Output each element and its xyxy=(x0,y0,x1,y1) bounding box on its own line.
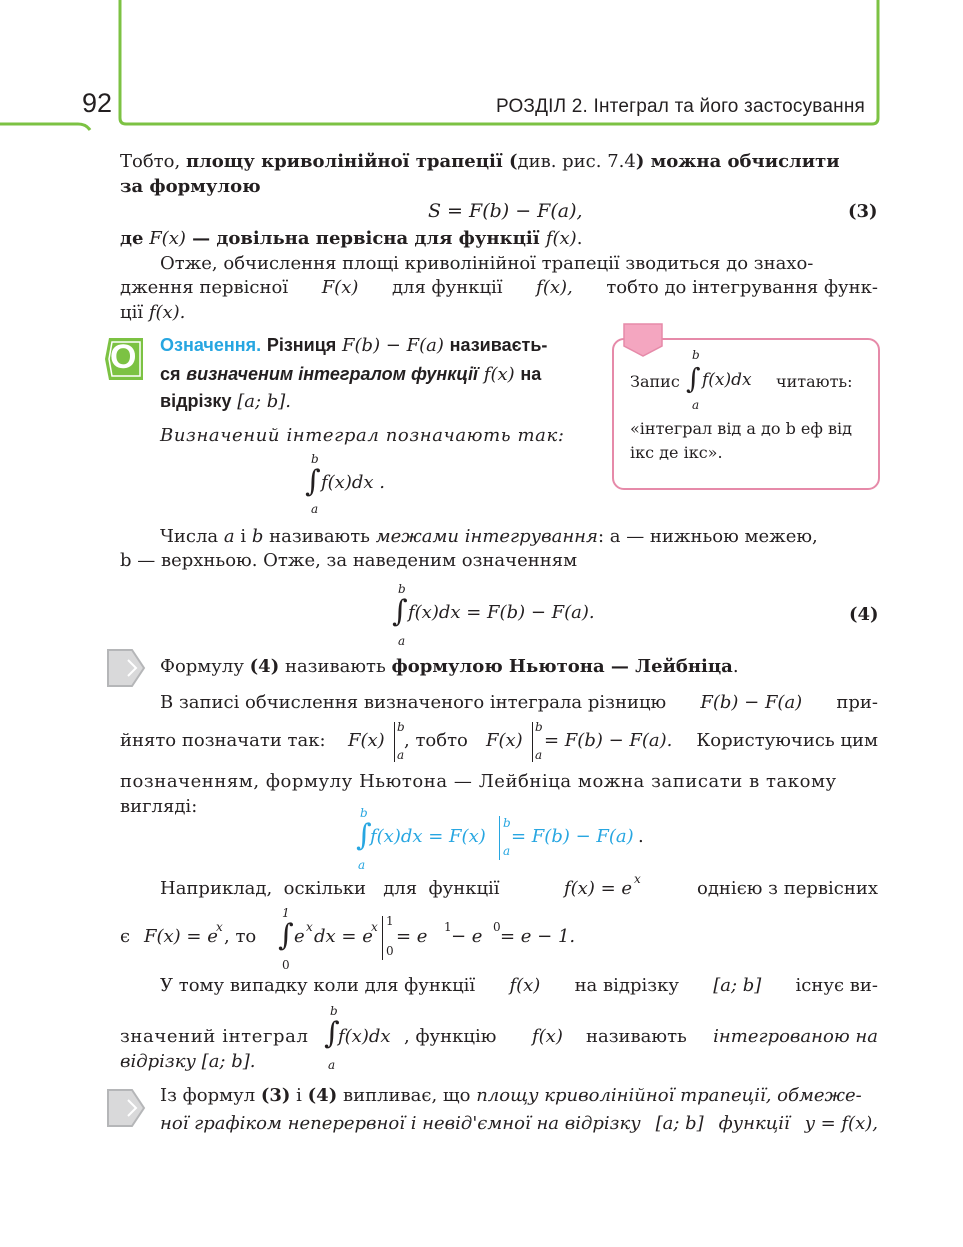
definition-line2: ся визначеним інтегралом функції f(x) на xyxy=(160,364,542,385)
marker2-line1: Із формул (3) і (4) випливає, що площу криволінійної трапеції, обмеже- xyxy=(160,1085,862,1106)
para5-line1: В записі обчислення визначеного інтеграла різницю F(b) − F(a) при- xyxy=(160,692,878,713)
para3-line2: дження первісної F(x) для функції f(x), тобто до інтегрування функ- xyxy=(120,277,878,298)
chapter-title: РОЗДІЛ 2. Інтеграл та його застосування xyxy=(495,96,865,117)
para1-line1: Тобто, площу криволінійної трапеції (див. рис. 7.4) можна обчислити xyxy=(120,151,840,172)
marker1-line: Формулу (4) називають формулою Ньютона — Лейбніца. xyxy=(160,656,739,677)
formula-4-number: (4) xyxy=(849,604,879,625)
sidenote-line2: «інтеграл від a до b еф від xyxy=(630,419,852,438)
para1-line2: за формулою xyxy=(120,176,261,197)
sidenote-line1: Запис b ∫ f(x)dx читають: a xyxy=(630,348,853,412)
formula-3: S = F(b) − F(a), xyxy=(428,200,583,222)
definition-icon-letter: О xyxy=(110,338,137,376)
chevron-marker-icon xyxy=(106,648,146,688)
example-line1: Наприклад, оскільки для функції f(x) = e x однією з первісних xyxy=(160,872,878,899)
para4-line2: b — верхньою. Отже, за наведеним означенням xyxy=(120,550,578,571)
marker2-line2: ної графіком неперервної і невід'ємної на відрізку [a; b] функції y = f(x), xyxy=(160,1113,878,1134)
page-number: 92 xyxy=(82,88,113,118)
definition-line1: Означення. Різниця F(b) − F(a) називаєть- xyxy=(160,335,548,356)
para6-line3: відрізку [a; b]. xyxy=(120,1051,256,1072)
page-frame xyxy=(0,0,963,140)
para5-line4: вигляді: xyxy=(120,796,198,817)
sidenote-line3: ікс де ікс». xyxy=(630,443,723,462)
chevron-marker-icon-2 xyxy=(106,1088,146,1128)
para5-line2: йнято позначати так: F(x) b a , тобто F(x) b a = F(b) − F(a). Користуючись цим xyxy=(120,720,878,762)
newton-leibniz-formula: b ∫ f(x)dx = F(x) b a = F(b) − F(a) . a xyxy=(356,806,644,872)
formula-3-number: (3) xyxy=(848,201,878,222)
para6-line1: У тому випадку коли для функції f(x) на відрізку [a; b] існує ви- xyxy=(160,975,878,996)
para3-line1: Отже, обчислення площі криволінійної трапеції зводиться до знахо- xyxy=(160,253,814,274)
para4-line1: Числа a і b називають межами інтегрування: a — нижньою межею, xyxy=(160,526,818,547)
definition-integral: b ∫ f(x)dx . a xyxy=(305,452,385,516)
definition-line3: відрізку [a; b]. xyxy=(160,391,292,412)
formula-4: b ∫ f(x)dx = F(b) − F(a). a xyxy=(392,582,595,648)
example-line2: є F(x) = e x , то 1 ∫ e x dx = e x 1 0 = e 1 − e 0 = e − 1. 0 xyxy=(120,906,576,972)
para5-line3: позначенням, формулу Ньютона — Лейбніца можна записати в такому xyxy=(120,771,837,792)
para3-line3: ції f(x). xyxy=(120,302,186,323)
definition-note: Визначений інтеграл позначають так: xyxy=(160,425,565,446)
para6-line2: значений інтеграл b ∫ f(x)dx , функцію f(x) називають інтегрованою на a xyxy=(120,1004,878,1072)
para2-line: де F(x) — довільна первісна для функції f(x). xyxy=(120,228,583,249)
